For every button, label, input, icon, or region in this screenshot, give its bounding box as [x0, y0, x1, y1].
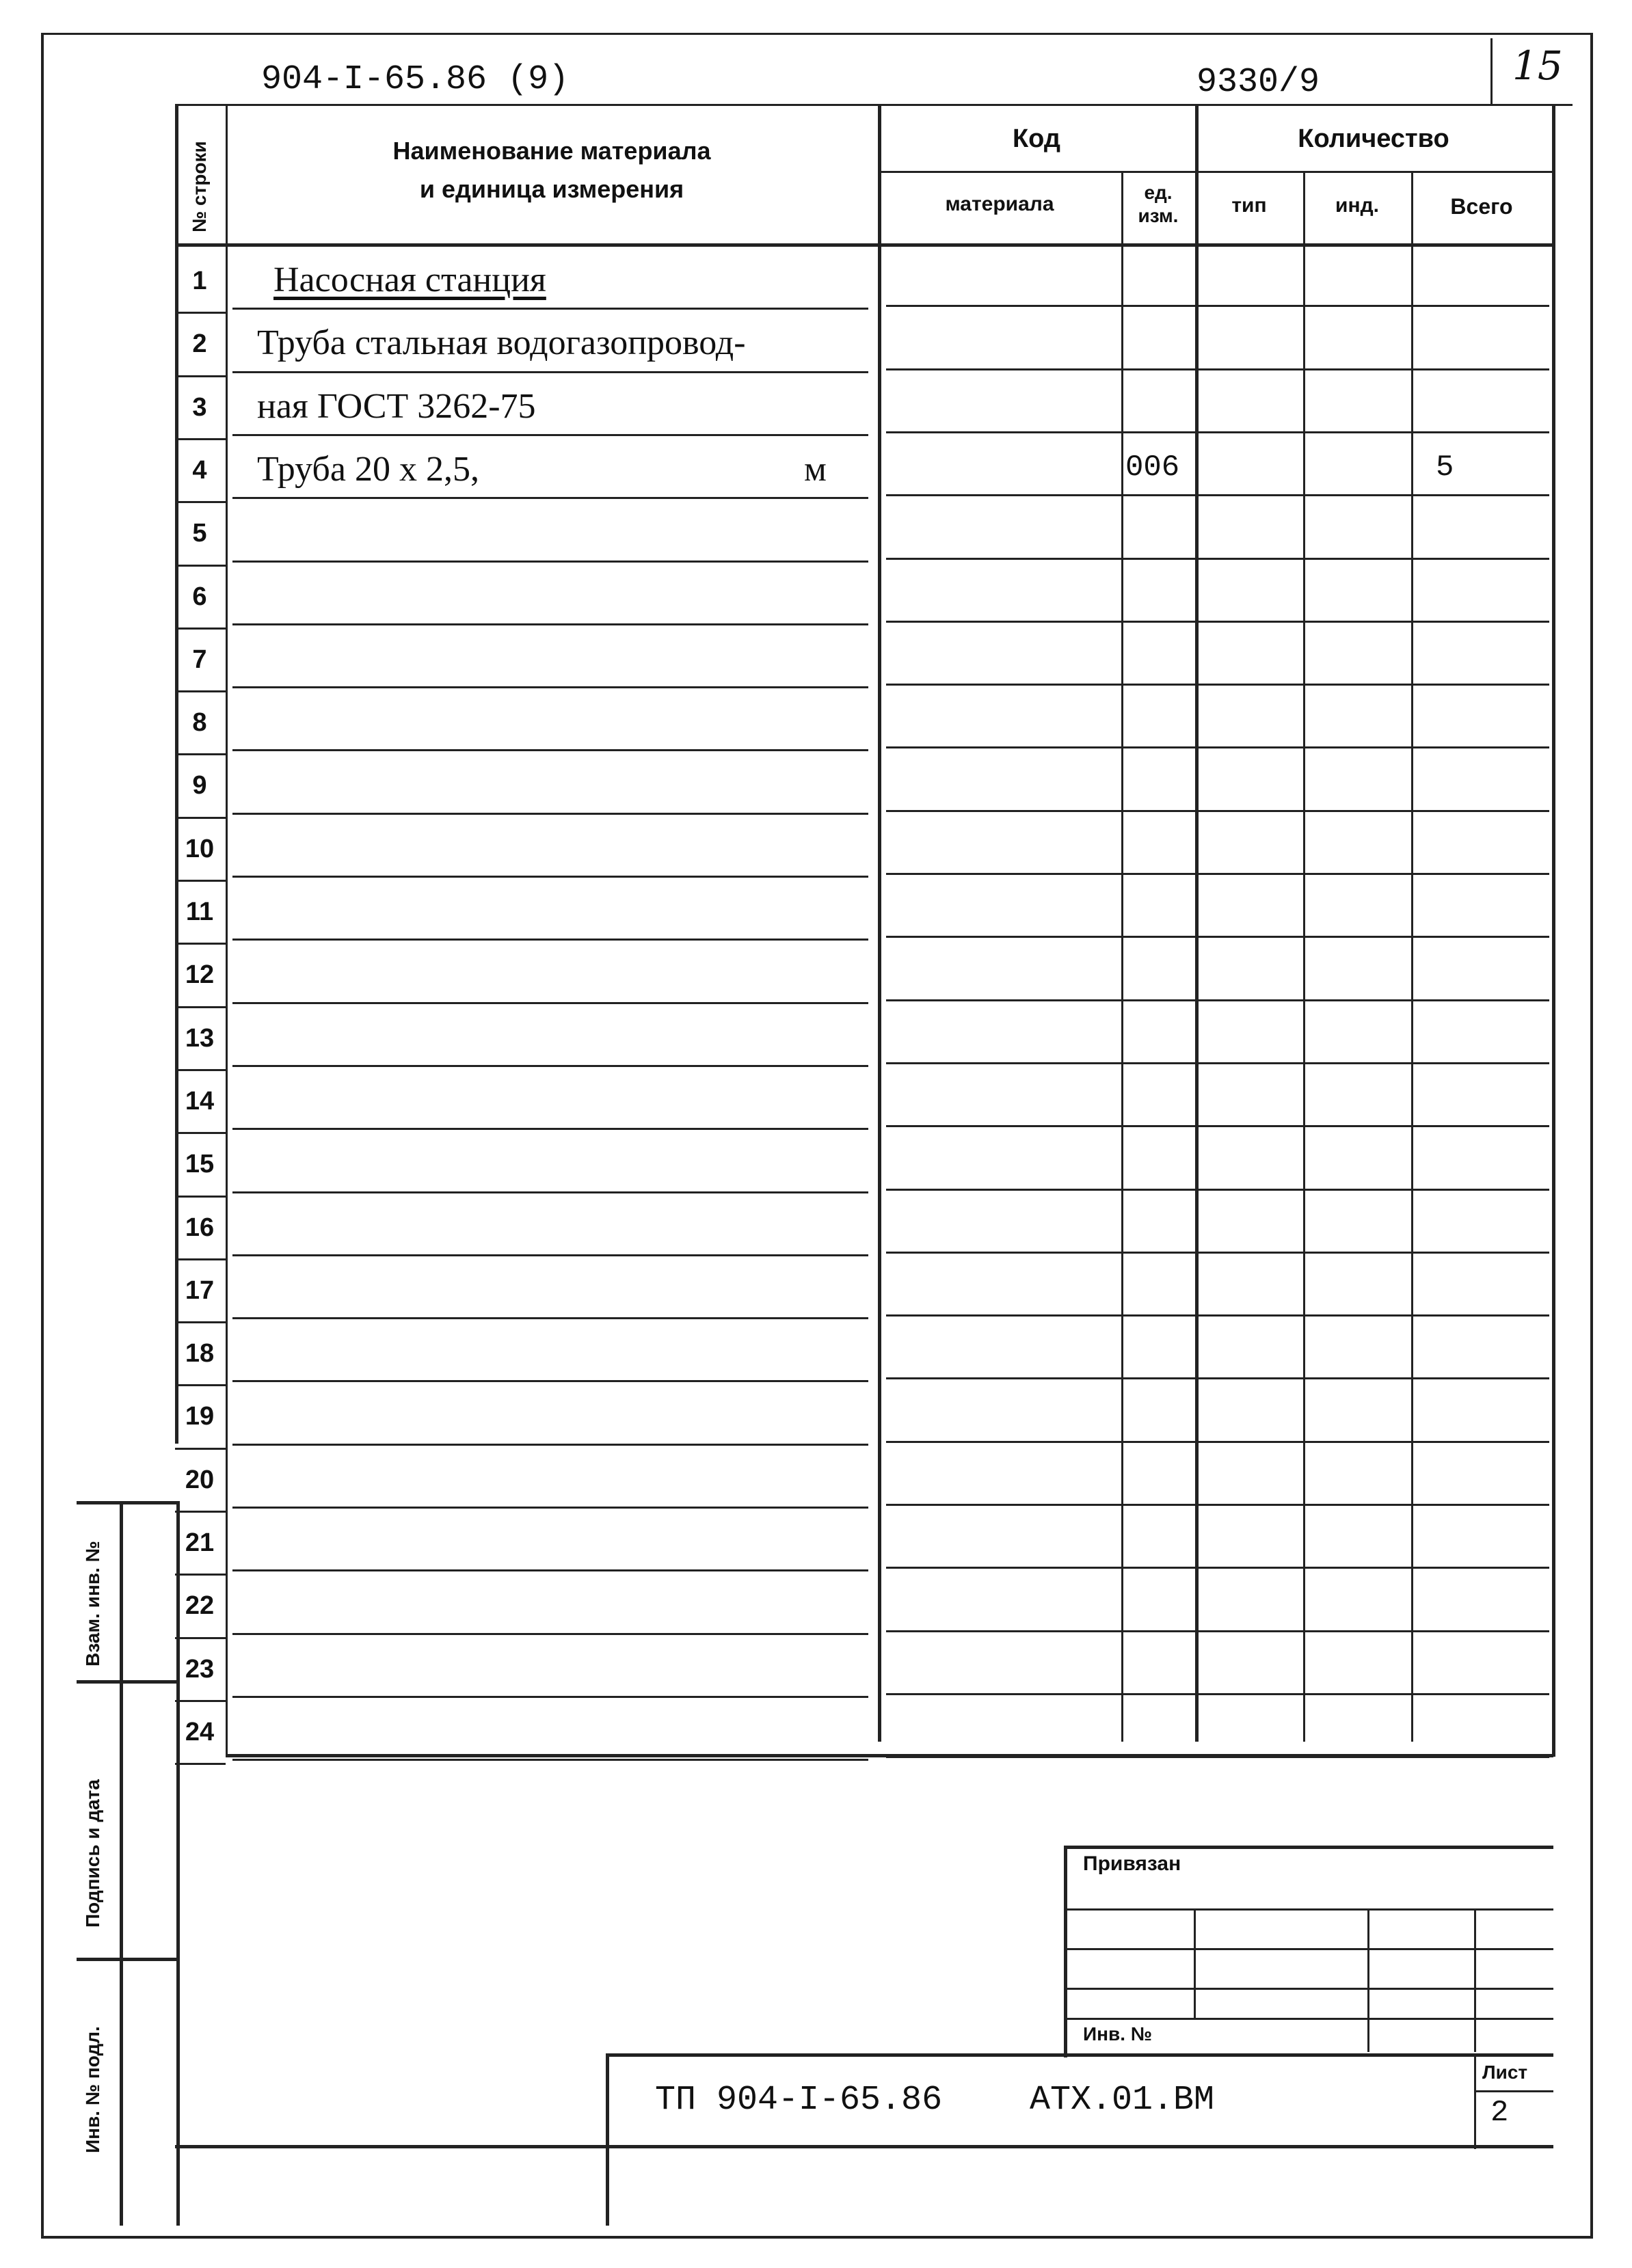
page-number-divider — [1490, 38, 1493, 104]
header-row-number: № строки — [189, 141, 210, 232]
row-separator — [175, 438, 226, 440]
row-separator — [175, 312, 226, 314]
binding-line-4 — [1064, 2018, 1553, 2020]
row-separator — [886, 1567, 1549, 1569]
row-separator — [175, 1763, 226, 1765]
header-code-unit-line2: изм. — [1138, 205, 1179, 226]
row-separator — [232, 686, 868, 688]
row-separator — [175, 817, 226, 819]
qty-type-right-border — [1303, 171, 1305, 1742]
row-separator — [232, 1759, 868, 1761]
row-separator — [232, 561, 868, 563]
row-unit: м — [804, 450, 827, 489]
row-separator — [232, 1633, 868, 1635]
podpis-data-label: Подпись и дата — [82, 1779, 103, 1928]
row-number: 8 — [192, 708, 207, 737]
row-separator — [175, 627, 226, 630]
binding-col-3 — [1474, 1908, 1476, 2052]
row-separator — [232, 623, 868, 625]
row-separator — [886, 1377, 1549, 1379]
row-separator — [175, 1448, 226, 1450]
row-separator — [175, 1574, 226, 1576]
row-separator — [886, 305, 1549, 307]
row-separator — [232, 497, 868, 499]
vzam-inv-label: Взам. инв. № — [82, 1541, 103, 1666]
binding-col-1 — [1194, 1908, 1196, 2018]
header-bottom-line — [175, 243, 1553, 247]
row-separator — [886, 1125, 1549, 1127]
row-number: 16 — [185, 1213, 215, 1242]
row-separator — [232, 1507, 868, 1509]
row-separator — [175, 1511, 226, 1513]
row-number: 5 — [192, 519, 207, 548]
row-number: 3 — [192, 393, 207, 422]
row-separator — [232, 1191, 868, 1193]
page-number: 15 — [1512, 42, 1563, 89]
row-number: 6 — [192, 582, 207, 611]
row-number: 23 — [185, 1655, 215, 1684]
title-block-left — [606, 2053, 609, 2226]
binding-line-1 — [1064, 1908, 1553, 1911]
title-block-top — [606, 2053, 1553, 2057]
binding-top — [1064, 1846, 1553, 1849]
row-separator — [886, 746, 1549, 748]
row-code-unit: 006 — [1125, 450, 1180, 485]
row-separator — [175, 375, 226, 377]
title-block-sheet-divider — [1474, 2053, 1476, 2149]
row-separator — [175, 753, 226, 755]
row-total: 5 — [1436, 450, 1454, 485]
side-stamp-right — [176, 1501, 180, 2226]
row-separator — [175, 1196, 226, 1198]
row-number: 10 — [185, 835, 215, 863]
row-number: 21 — [185, 1528, 215, 1557]
row-number: 20 — [185, 1466, 215, 1494]
table-bottom-line — [226, 1754, 1553, 1757]
header-qty-type: тип — [1231, 194, 1267, 217]
row-number: 2 — [192, 329, 207, 358]
row-number: 19 — [185, 1402, 215, 1431]
row-separator — [886, 873, 1549, 875]
header-quantity: Количество — [1298, 124, 1449, 153]
header-name-line2: и единица измерения — [419, 175, 684, 203]
row-separator — [232, 749, 868, 751]
row-separator — [232, 1128, 868, 1130]
title-sheet-label: Лист — [1482, 2062, 1528, 2083]
row-separator — [886, 1441, 1549, 1443]
rownum-right-border — [226, 104, 228, 1757]
header-code-unit-line1: ед. — [1144, 182, 1173, 203]
row-number: 18 — [185, 1339, 215, 1368]
side-stamp-divider-1 — [77, 1680, 179, 1684]
row-separator — [232, 1444, 868, 1446]
row-separator — [232, 1696, 868, 1698]
header-subline — [878, 171, 1552, 173]
row-separator — [175, 501, 226, 503]
row-number: 9 — [192, 771, 207, 800]
row-number: 22 — [185, 1591, 215, 1620]
row-number: 7 — [192, 645, 207, 674]
row-separator — [175, 565, 226, 567]
code-unit-left-border — [1121, 171, 1123, 1742]
qty-ind-right-border — [1411, 171, 1413, 1742]
row-separator — [175, 943, 226, 945]
title-block-sheet-line — [1474, 2090, 1553, 2092]
inv-podl-label: Инв. № подл. — [82, 2026, 103, 2153]
row-separator — [232, 371, 868, 373]
row-separator — [175, 1006, 226, 1008]
row-separator — [886, 810, 1549, 812]
row-separator — [886, 558, 1549, 560]
header-qty-total: Всего — [1450, 194, 1513, 219]
row-separator — [232, 434, 868, 436]
title-mark: АТХ.01.ВМ — [1030, 2081, 1215, 2120]
header-code-material: материала — [945, 193, 1054, 215]
name-col-right-border — [878, 104, 881, 1742]
row-separator — [886, 494, 1549, 496]
title-sheet-number: 2 — [1490, 2096, 1509, 2130]
doc-code: 904-I-65.86 (9) — [261, 60, 570, 99]
row-separator — [232, 876, 868, 878]
binding-col-2 — [1367, 1908, 1369, 2052]
row-number: 11 — [185, 897, 214, 926]
header-code: Код — [1012, 124, 1061, 153]
side-stamp-top — [77, 1501, 179, 1504]
row-separator — [886, 999, 1549, 1001]
row-name: Труба стальная водогазопровод- — [257, 323, 746, 362]
row-separator — [886, 936, 1549, 938]
row-number: 1 — [192, 267, 207, 295]
row-separator — [232, 1065, 868, 1067]
row-separator — [232, 1254, 868, 1256]
row-number: 15 — [185, 1150, 215, 1178]
page-frame — [41, 33, 1593, 2239]
row-number: 24 — [185, 1718, 215, 1746]
row-separator — [886, 1062, 1549, 1064]
row-separator — [886, 431, 1549, 433]
binding-line-3 — [1064, 1988, 1553, 1990]
binding-privyazan: Привязан — [1083, 1852, 1181, 1875]
code-right-border — [1195, 104, 1199, 1742]
row-separator — [886, 1314, 1549, 1317]
row-number: 13 — [185, 1024, 215, 1053]
row-separator — [232, 813, 868, 815]
row-name: Труба 20 x 2,5, — [257, 450, 479, 489]
row-separator — [886, 1252, 1549, 1254]
row-number: 14 — [185, 1087, 215, 1116]
side-stamp-divider-2 — [77, 1958, 179, 1961]
row-name: ная ГОСТ 3262-75 — [257, 387, 536, 426]
row-separator — [175, 880, 226, 882]
row-separator — [175, 1132, 226, 1134]
title-designation: ТП 904-I-65.86 — [655, 2081, 943, 2120]
row-separator — [175, 1637, 226, 1639]
row-separator — [886, 1693, 1549, 1695]
binding-inv-no: Инв. № — [1083, 2023, 1153, 2044]
row-separator — [886, 1630, 1549, 1632]
row-separator — [175, 690, 226, 692]
row-separator — [886, 368, 1549, 370]
row-separator — [232, 939, 868, 941]
binding-left — [1064, 1846, 1067, 2057]
row-separator — [232, 308, 868, 310]
row-separator — [886, 684, 1549, 686]
row-separator — [232, 1380, 868, 1382]
album-number: 9330/9 — [1196, 63, 1320, 102]
row-separator — [886, 621, 1549, 623]
side-stamp-inner-border — [120, 1501, 123, 2226]
header-name-line1: Наименование материала — [392, 137, 711, 165]
row-separator — [175, 1069, 226, 1071]
binding-line-2 — [1064, 1948, 1553, 1950]
row-name: Насосная станция — [273, 260, 546, 299]
row-separator — [886, 1189, 1549, 1191]
row-number: 4 — [192, 456, 207, 485]
header-qty-ind: инд. — [1335, 194, 1379, 217]
row-separator — [232, 1317, 868, 1319]
row-separator — [232, 1002, 868, 1004]
row-number: 17 — [185, 1276, 215, 1305]
row-separator — [175, 1258, 226, 1260]
row-separator — [232, 1569, 868, 1571]
row-separator — [175, 1384, 226, 1386]
row-separator — [175, 1700, 226, 1702]
table-right-border — [1552, 104, 1555, 1757]
table-top-line — [175, 104, 1573, 106]
title-block-bottom — [175, 2145, 1553, 2148]
row-separator — [886, 1504, 1549, 1506]
row-separator — [175, 1321, 226, 1323]
row-number: 12 — [185, 960, 215, 989]
